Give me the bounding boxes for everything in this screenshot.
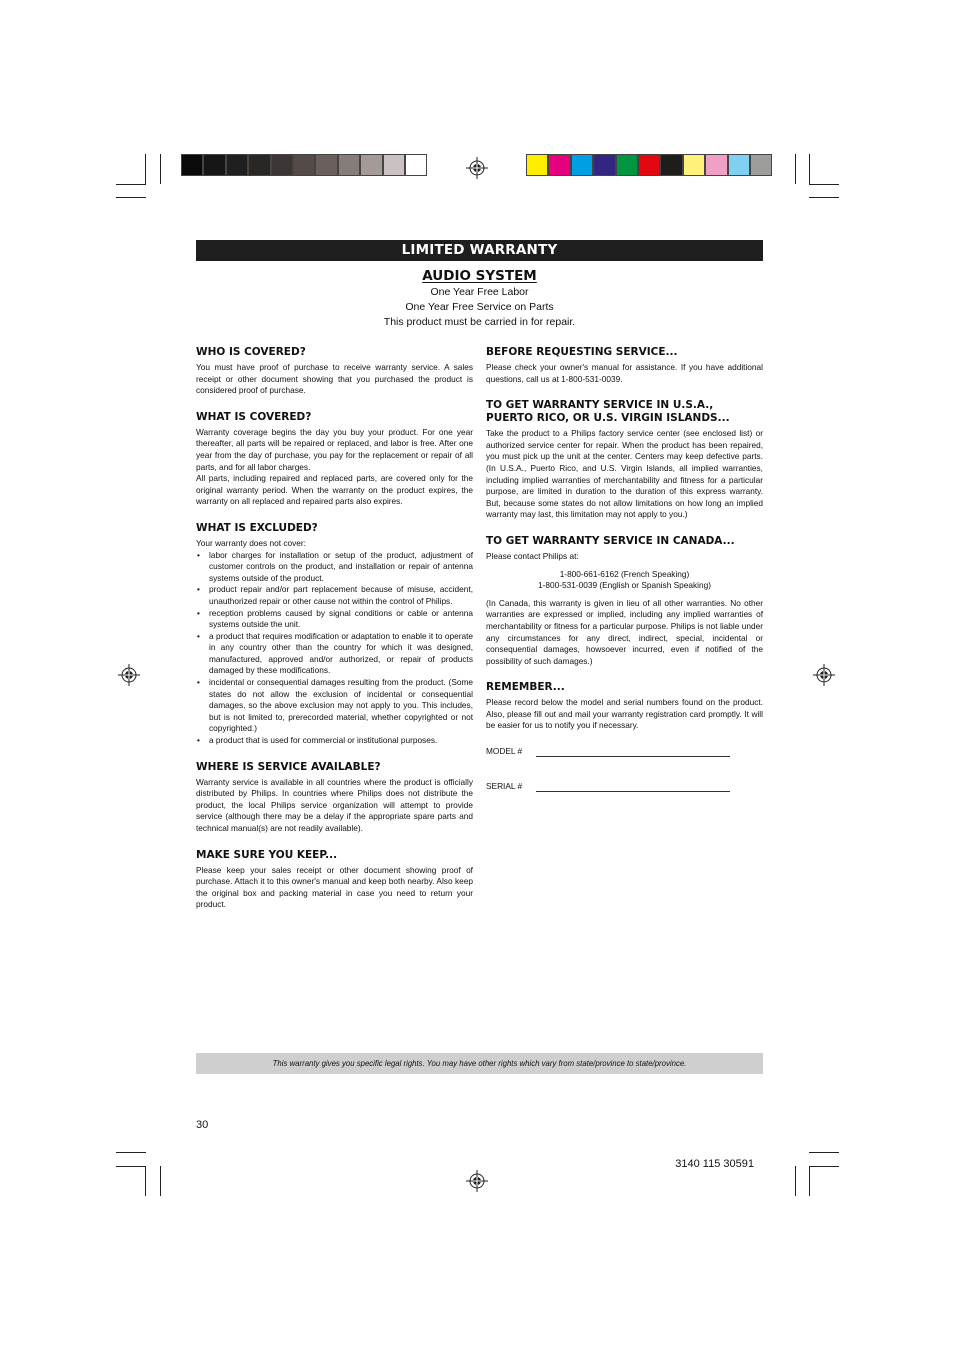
crop-mark	[809, 1166, 839, 1167]
model-number-field[interactable]	[486, 746, 763, 781]
bullet-icon: •	[197, 584, 200, 595]
left-column	[196, 346, 473, 925]
crop-mark	[116, 184, 146, 185]
phone-number: 1-800-661-6162 (French Speaking)	[559, 568, 690, 579]
list-item: • a product that is used for commercial or institutional purposes.	[197, 735, 438, 746]
color-swatch	[616, 154, 638, 176]
page-title: LIMITED WARRANTY	[196, 240, 763, 261]
color-swatch	[181, 154, 203, 176]
bullet-icon: •	[197, 607, 200, 618]
registration-target-icon	[118, 664, 140, 686]
color-swatch	[526, 154, 548, 176]
section-warranty-service-canada	[486, 535, 763, 667]
section-text: Please check your owner's manual for assistance. If you have additional questions, call us at 1-800-531-0039.	[486, 362, 763, 384]
model-number-line[interactable]	[536, 756, 730, 757]
crop-mark	[795, 154, 796, 184]
crop-mark	[795, 1166, 796, 1196]
bullet-icon: •	[197, 677, 200, 688]
crop-mark	[809, 1166, 810, 1196]
color-swatch	[548, 154, 570, 176]
section-heading	[486, 399, 763, 425]
section-text: Please keep your sales receipt or other document showing proof of purchase. Attach it to this owner's manual and keep both nearby. Also keep the original box and packing material in case you need to return your product.	[196, 864, 473, 910]
section-what-is-covered	[196, 411, 473, 508]
section-text: Warranty service is available in all countries where the product is officially distributed by Philips. In countries where Philips does not distribute the product, the local Philips service organization will attempt to provide service (although there may be a delay if the appropriate spare parts and technical manual(s) are not readily available).	[196, 776, 473, 833]
color-swatch	[638, 154, 660, 176]
serial-number-label: SERIAL #	[486, 781, 523, 792]
color-swatch	[571, 154, 593, 176]
registration-target-icon	[813, 664, 835, 686]
color-swatch	[203, 154, 225, 176]
list-item: • a product that requires modification or adaptation to enable it to operate in any country other than the country for which it was designed, manufactured, approved and/or authorized, or repair of products damaged by these modifications.	[197, 630, 473, 676]
list-item: • incidental or consequential damages resulting from the product. (Some states do not allow the exclusion of incidental or consequential damages, so the above exclusion may not apply to you. This includes, but is not limited to, prerecorded material, whether copyrighted or not copyrighted.)	[197, 677, 473, 734]
color-swatch	[593, 154, 615, 176]
heading-line: TO GET WARRANTY SERVICE IN U.S.A.,	[486, 399, 714, 412]
section-text: Take the product to a Philips factory service center (see enclosed list) or authorized service center for repair. When the product has been repaired, you must pick up the unit at the center. Centers may keep defective parts. (In U.S.A., Puerto Rico, and U.S. Virgin Islands, all implied warranties, including implied warranties of merchantability and fitness for a particular purpose, are limited in duration to the duration of this express warranty. But, because some states do not allow limitations on how long an implied warranty may last, this limitation may not apply to you.)	[486, 428, 763, 520]
bullet-icon: •	[197, 549, 200, 560]
color-swatch	[683, 154, 705, 176]
section-heading: TO GET WARRANTY SERVICE IN CANADA...	[486, 534, 735, 547]
color-swatch	[750, 154, 772, 176]
model-number-label: MODEL #	[486, 746, 523, 757]
section-heading: WHAT IS COVERED?	[196, 410, 312, 423]
section-text: Please record below the model and serial numbers found on the product. Also, please fill out and mail your warranty registration card promptly. It will be easier for us to notify you if necessary.	[486, 697, 763, 731]
list-item: • product repair and/or part replacement because of misuse, accident, unauthorized repair or other cause not within the control of Philips.	[197, 584, 473, 606]
summary-line: One Year Free Labor	[430, 286, 529, 298]
section-text: Your warranty does not cover:	[196, 537, 306, 548]
phone-number: 1-800-531-0039 (English or Spanish Speaking)	[538, 580, 711, 591]
color-swatch	[315, 154, 337, 176]
list-item: • reception problems caused by signal conditions or cable or antenna systems outside the unit.	[197, 607, 473, 630]
summary-line: One Year Free Service on Parts	[405, 301, 554, 313]
section-heading: WHAT IS EXCLUDED?	[196, 521, 318, 534]
warranty-summary	[196, 285, 763, 330]
crop-mark	[809, 197, 839, 198]
summary-line: This product must be carried in for repair.	[383, 316, 576, 328]
color-swatch	[705, 154, 727, 176]
color-swatch	[226, 154, 248, 176]
section-heading: REMEMBER...	[486, 681, 565, 694]
section-text: Please contact Philips at:	[486, 550, 579, 561]
section-where-service-available	[196, 761, 473, 835]
crop-mark	[116, 1166, 146, 1167]
color-swatch	[405, 154, 427, 176]
crop-mark	[145, 154, 146, 184]
crop-mark	[809, 154, 810, 184]
page-number: 30	[196, 1119, 209, 1131]
section-heading: WHERE IS SERVICE AVAILABLE?	[196, 760, 381, 773]
section-heading: BEFORE REQUESTING SERVICE...	[486, 346, 678, 358]
section-heading: WHO IS COVERED?	[196, 346, 306, 358]
section-remember	[486, 681, 763, 732]
section-make-sure-you-keep	[196, 849, 473, 911]
exclusion-list	[196, 550, 473, 747]
serial-number-line[interactable]	[536, 791, 730, 792]
color-swatch	[248, 154, 270, 176]
color-swatch	[360, 154, 382, 176]
section-who-is-covered	[196, 346, 473, 397]
section-heading: MAKE SURE YOU KEEP...	[196, 848, 338, 861]
product-subtitle: AUDIO SYSTEM	[422, 268, 537, 284]
registration-target-icon	[466, 157, 488, 179]
registration-target-icon	[466, 1170, 488, 1192]
section-before-requesting-service	[486, 346, 763, 385]
crop-mark	[116, 197, 146, 198]
right-column	[486, 346, 763, 816]
crop-mark	[809, 184, 839, 185]
crop-mark	[116, 1152, 146, 1153]
color-swatch	[271, 154, 293, 176]
color-swatch	[383, 154, 405, 176]
serial-number-field[interactable]	[486, 781, 763, 816]
color-swatch	[728, 154, 750, 176]
crop-mark	[809, 1152, 839, 1153]
section-text: You must have proof of purchase to receive warranty service. A sales receipt or other document showing that you purchased the product is considered proof of purchase.	[196, 362, 473, 396]
document-code: 3140 115 30591	[675, 1158, 754, 1170]
crop-mark	[160, 154, 161, 184]
section-what-is-excluded	[196, 522, 473, 747]
phone-numbers	[486, 569, 763, 592]
legal-rights-note: This warranty gives you specific legal rights. You may have other rights which vary from state/province to state/province.	[196, 1053, 763, 1074]
crop-mark	[160, 1166, 161, 1196]
bullet-icon: •	[197, 735, 200, 746]
section-warranty-service-usa	[486, 399, 763, 521]
section-text: (In Canada, this warranty is given in lieu of all other warranties. No other warranties are expressed or implied, including any implied warranties of merchantability or fitness for a particular purpose. Philips is not liable under any circumstances for any direct, indirect, special, incidental or consequential damages, howsoever incurred, even if notified of the possibility of such damages.)	[486, 597, 763, 666]
heading-line: PUERTO RICO, OR U.S. VIRGIN ISLANDS...	[486, 412, 730, 425]
color-swatch	[660, 154, 682, 176]
list-item: • labor charges for installation or setup of the product, adjustment of customer controls on the product, and installation or repair of antenna systems outside of the product.	[197, 549, 473, 583]
section-text: All parts, including repaired and replaced parts, are covered only for the original warranty period. When the warranty on the product expires, the warranty on all replaced and repaired parts also expires.	[196, 473, 473, 507]
crop-mark	[145, 1166, 146, 1196]
bullet-icon: •	[197, 630, 200, 641]
color-swatch	[293, 154, 315, 176]
section-text: Warranty coverage begins the day you buy your product. For one year thereafter, all parts will be repaired or replaced, and labor is free. After one year from the day of purchase, you pay for the replacement or repair of all parts, and for all labor charges.	[196, 426, 473, 472]
color-swatch	[338, 154, 360, 176]
